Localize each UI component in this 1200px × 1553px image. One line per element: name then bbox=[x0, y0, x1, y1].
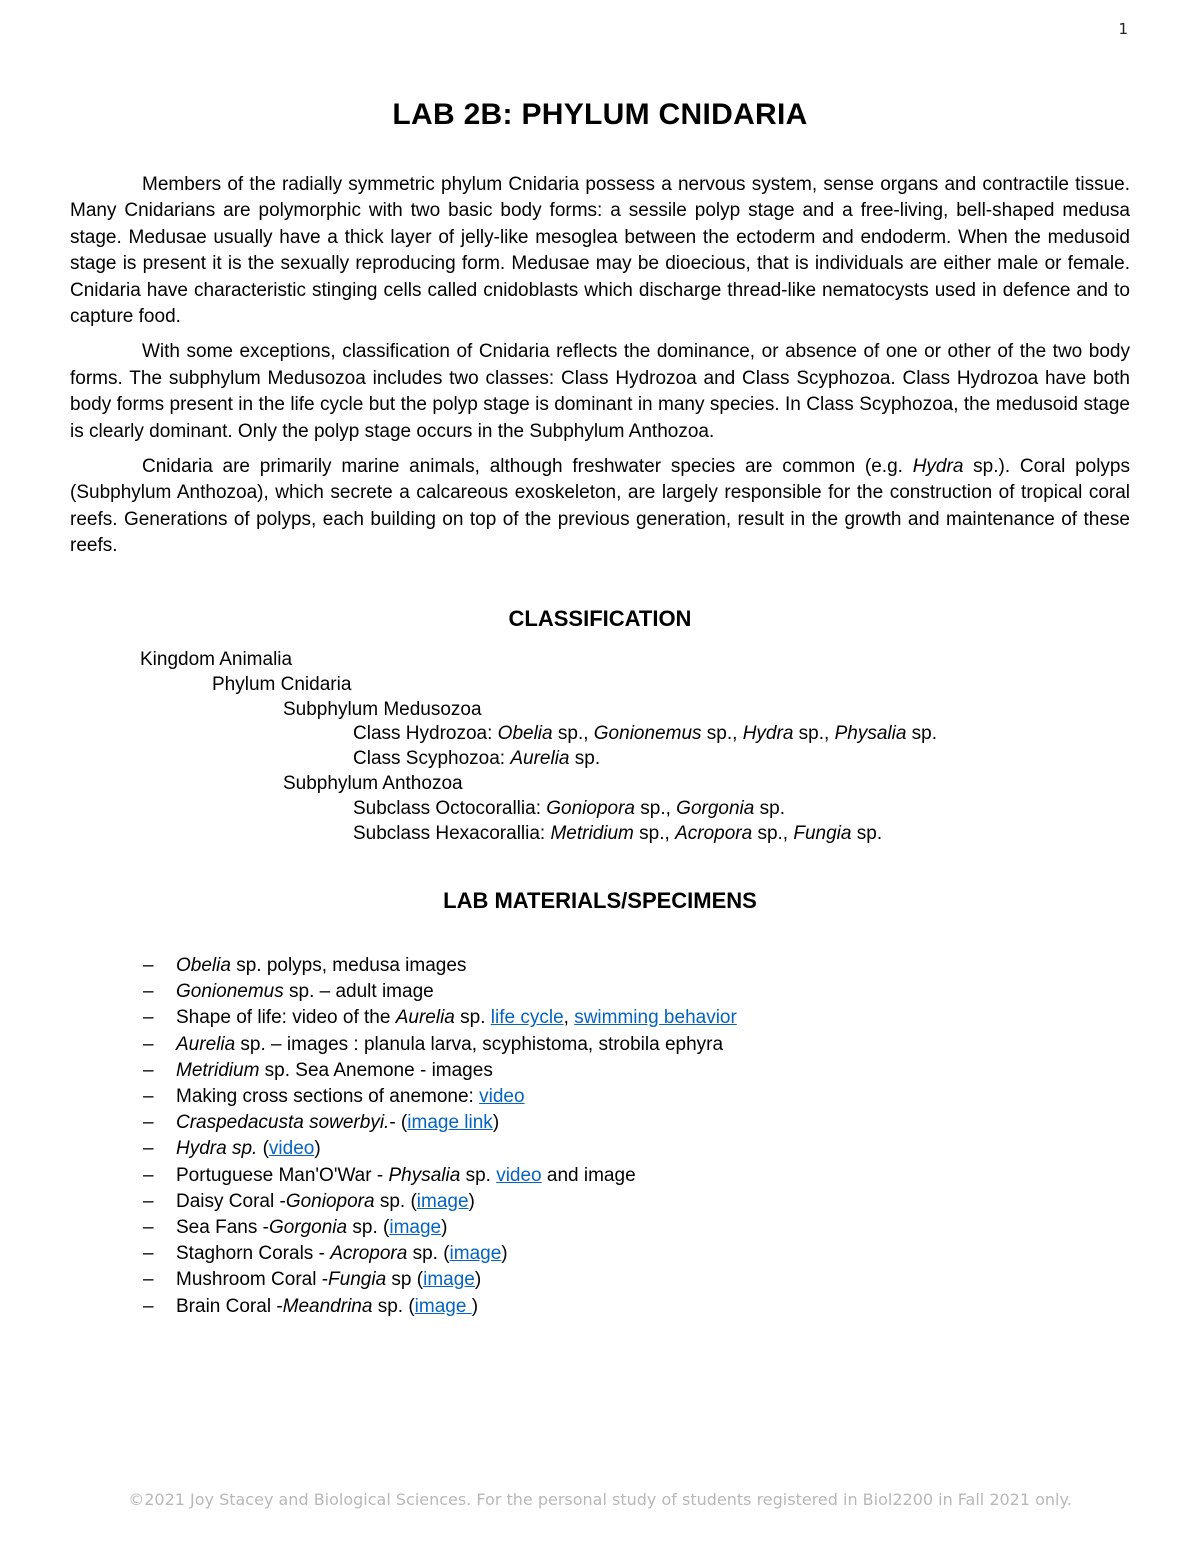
list-item: – Metridium sp. Sea Anemone - images bbox=[143, 1059, 493, 1081]
goniopora-image-link[interactable]: image bbox=[416, 1190, 469, 1212]
p3-text-b: sp.). Coral polyps (Subphylum Anthozoa), which secrete a calcareous exoskeleton, are largely responsible for the construction of tropical coral reefs. Generations of polyps, each building on top of the previous generation, result in the growth and maintenance of these reefs. bbox=[70, 456, 1130, 557]
taxon-class-hydrozoa: Class Hydrozoa: Obelia sp., Gonionemus sp., Hydra sp., Physalia sp. bbox=[353, 723, 938, 745]
list-item: – Obelia sp. polyps, medusa images bbox=[143, 955, 467, 976]
intro-section bbox=[70, 172, 1130, 569]
page-number: 1 bbox=[1118, 20, 1128, 38]
copyright-footer: ©2021 Joy Stacey and Biological Sciences. For the personal study of students registered in Biol2200 in Fall 2021 only. bbox=[128, 1490, 1072, 1509]
taxon-class-scyphozoa: Class Scyphozoa: Aurelia sp. bbox=[353, 748, 601, 770]
craspedacusta-image-link[interactable]: image link bbox=[407, 1112, 493, 1134]
acropora-image-link[interactable]: image bbox=[449, 1243, 502, 1265]
list-item: – Making cross sections of anemone: video bbox=[143, 1086, 525, 1108]
physalia-video-link[interactable]: video bbox=[496, 1164, 542, 1186]
p3-text-a: Cnidaria are primarily marine animals, although freshwater species are common (e.g. bbox=[142, 456, 913, 478]
list-item: – Daisy Coral -Goniopora sp. (image) bbox=[143, 1190, 475, 1212]
list-item: – Sea Fans -Gorgonia sp. (image) bbox=[143, 1217, 448, 1239]
list-item: – Gonionemus sp. – adult image bbox=[143, 981, 434, 1003]
page-title: LAB 2B: PHYLUM CNIDARIA bbox=[392, 98, 808, 131]
list-item: – Hydra sp. (video) bbox=[143, 1138, 321, 1160]
classification-heading: CLASSIFICATION bbox=[508, 606, 692, 631]
intro-paragraph-3 bbox=[70, 454, 1130, 560]
gorgonia-image-link[interactable]: image bbox=[389, 1217, 442, 1239]
materials-heading: LAB MATERIALS/SPECIMENS bbox=[443, 888, 757, 913]
fungia-image-link[interactable]: image bbox=[423, 1269, 475, 1291]
list-item: – Craspedacusta sowerbyi.- (image link) bbox=[143, 1112, 500, 1134]
taxon-kingdom: Kingdom Animalia bbox=[140, 649, 293, 670]
life-cycle-link[interactable]: life cycle bbox=[490, 1007, 564, 1029]
p3-italic-hydra: Hydra bbox=[912, 456, 964, 478]
taxon-subphylum-anthozoa: Subphylum Anthozoa bbox=[283, 772, 463, 794]
list-item: – Staghorn Corals - Acropora sp. (image) bbox=[143, 1243, 508, 1265]
taxon-phylum: Phylum Cnidaria bbox=[212, 673, 352, 695]
list-item: – Mushroom Coral -Fungia sp (image) bbox=[143, 1269, 482, 1291]
meandrina-image-link[interactable]: image bbox=[414, 1295, 472, 1317]
list-item: – Aurelia sp. – images : planula larva, scyphistoma, strobila ephyra bbox=[143, 1033, 724, 1055]
taxon-subphylum-medusozoa: Subphylum Medusozoa bbox=[283, 698, 482, 720]
classification-tree bbox=[140, 648, 937, 846]
intro-paragraph-2: With some exceptions, classification of Cnidaria reflects the dominance, or absence of one or other of the two body forms. The subphylum Medusozoa includes two classes: Class Hydrozoa and Class Scyphozoa. Class Hydrozoa have both body forms present in the life cycle but the polyp stage is dominant in many species. In Class Scyphozoa, the medusoid stage is clearly dominant. Only the polyp stage occurs in the Subphylum Anthozoa. bbox=[70, 341, 1130, 442]
hydra-video-link[interactable]: video bbox=[268, 1138, 315, 1160]
list-item: – Portuguese Man'O'War - Physalia sp. video and image bbox=[143, 1164, 636, 1186]
materials-list bbox=[143, 953, 737, 1320]
list-item: – Shape of life: video of the Aurelia sp. life cycle, swimming behavior bbox=[143, 1007, 737, 1029]
taxon-subclass-hexacorallia: Subclass Hexacorallia: Metridium sp., Acropora sp., Fungia sp. bbox=[353, 822, 883, 844]
list-item: – Brain Coral -Meandrina sp. (image ) bbox=[143, 1295, 479, 1317]
taxon-subclass-octocorallia: Subclass Octocorallia: Goniopora sp., Gorgonia sp. bbox=[353, 797, 785, 819]
intro-paragraph-1: Members of the radially symmetric phylum Cnidaria possess a nervous system, sense organs and contractile tissue. Many Cnidarians are polymorphic with two basic body forms: a sessile polyp stage and a free-living, bell-shaped medusa stage. Medusae usually have a thick layer of jelly-like mesoglea between the ectoderm and endoderm. When the medusoid stage is present it is the sexually reproducing form. Medusae may be dioecious, that is individuals are either male or female. Cnidaria have characteristic stinging cells called cnidoblasts which discharge thread-like nematocysts used in defence and to capture food. bbox=[70, 174, 1130, 328]
anemone-video-link[interactable]: video bbox=[479, 1086, 525, 1108]
swimming-behavior-link[interactable]: swimming behavior bbox=[574, 1007, 737, 1029]
